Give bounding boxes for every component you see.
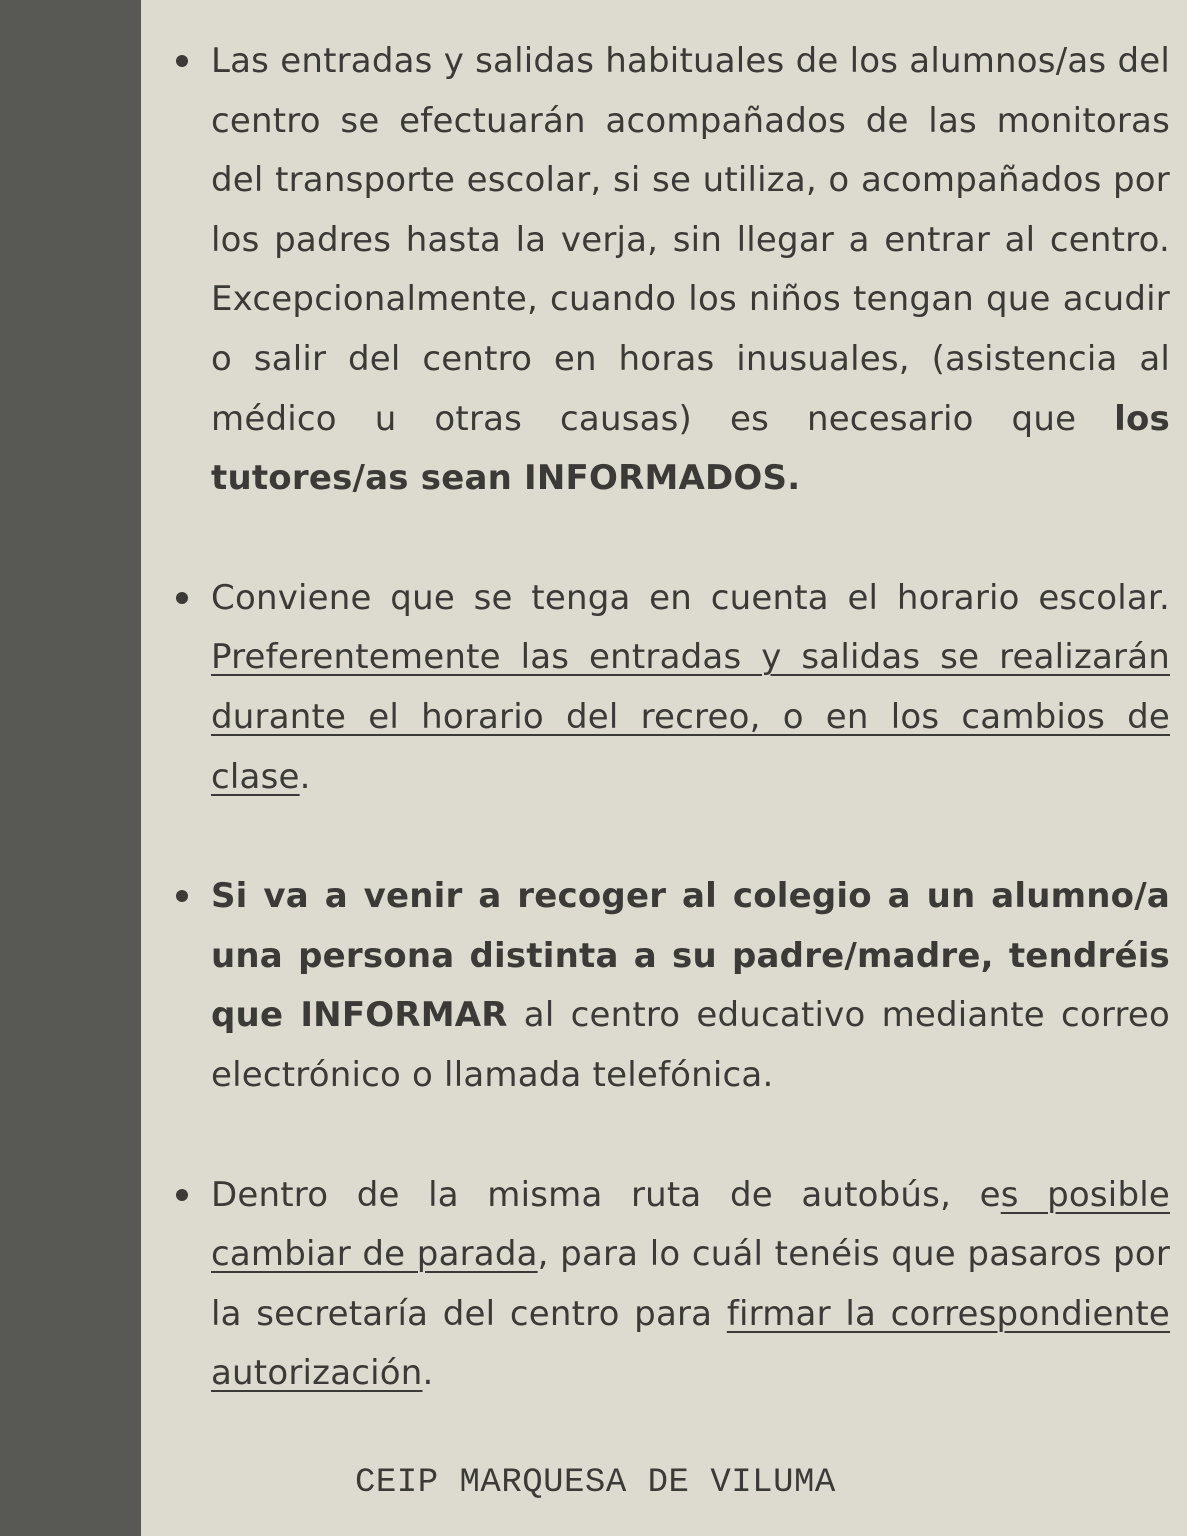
bullet-underlined-text: Preferentemente las entradas y salidas se realizarán durante el horario del recreo, o en los cambios de clase [211,637,1170,797]
notice-content [172,32,1170,1404]
bullet-text-end: . [299,756,311,797]
bullet-underlined-text: s posible cambiar de parada [211,1174,1170,1275]
bullet-dot-icon [176,592,188,604]
bullet-bold-text: Si va a venir a recoger al colegio a un alumno/a una persona distinta a su padre/madre, tendréis que INFORMAR [211,876,1170,1036]
bullet-dot-icon [176,890,188,902]
bullet-dot-icon [176,1189,188,1201]
bullet-horario-escolar [172,569,1170,807]
bullet-text: al centro educativo mediante correo electrónico o llamada telefónica. [211,995,1170,1095]
school-name-footer: CEIP MARQUESA DE VILUMA [355,1464,836,1502]
bullet-underlined-text-2: firmar la correspondiente autorización [211,1293,1171,1394]
bullet-text: Dentro de la misma ruta de autobús, e [211,1174,1001,1215]
bullet-entradas-salidas [172,32,1170,509]
bullet-recoger-alumno [172,867,1170,1105]
bullet-ruta-autobus [172,1166,1170,1404]
bullet-dot-icon [176,55,188,67]
bullet-bold-text: los tutores/as sean INFORMADOS. [211,398,1170,499]
bullet-text-end: . [422,1353,434,1394]
bullet-text-middle: , para lo cuál tenéis que pasaros por la secretaría del centro para [211,1234,1170,1334]
left-sidebar-bar [0,0,141,1536]
bullet-text: Conviene que se tenga en cuenta el horario escolar. [211,577,1170,618]
bullet-text: Las entradas y salidas habituales de los alumnos/as del centro se efectuarán acompañados de las monitoras del transporte escolar, si se utiliza, o acompañados por los padres hasta la verja, sin llegar a entrar al centro. Excepcionalmente, cuando los niños tengan que acudir o salir del centro en horas inusuales, (asistencia al médico u otras causas) es necesario que [211,41,1170,439]
